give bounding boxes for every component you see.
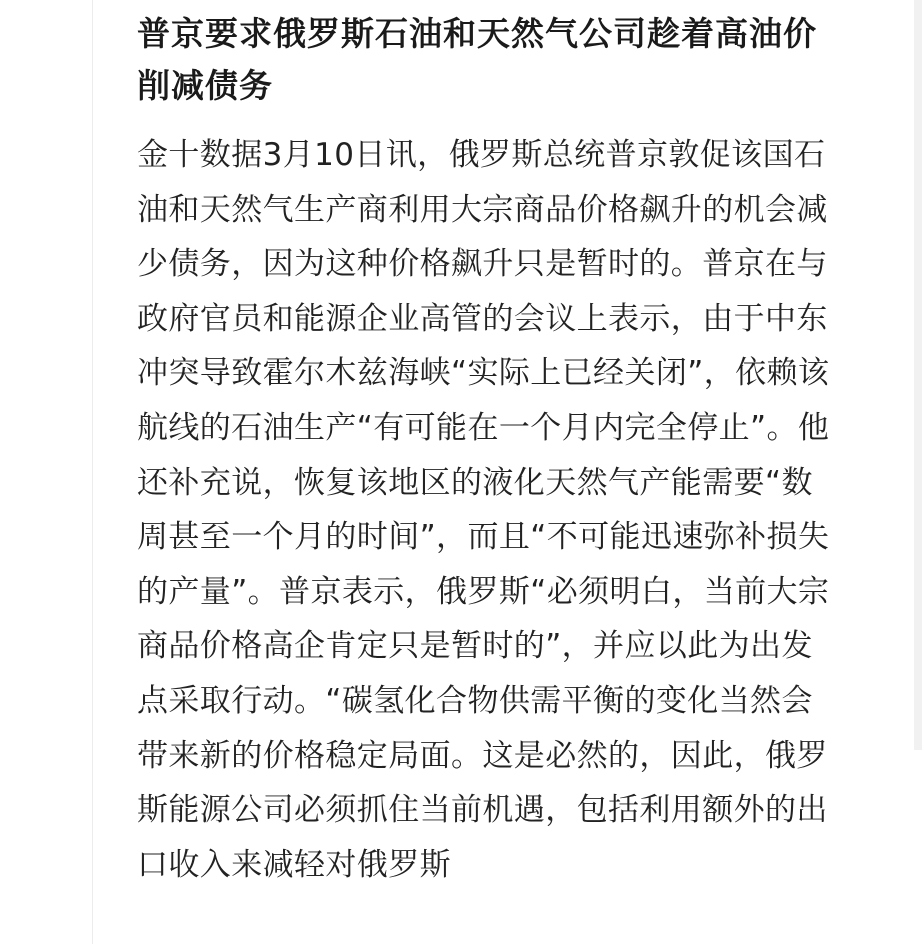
article (137, 8, 837, 892)
article-title: 普京要求俄罗斯石油和天然气公司趁着高油价削减债务 (137, 14, 817, 105)
scrollbar-track[interactable] (914, 0, 922, 750)
article-body: 金十数据3月10日讯，俄罗斯总统普京敦促该国石油和天然气生产商利用大宗商品价格飙升的机会减少债务，因为这种价格飙升只是暂时的。普京在与政府官员和能源企业高管的会议上表示，由于中东冲突导致霍尔木兹海峡“实际上已经关闭”，依赖该航线的石油生产“有可能在一个月内完全停止”。他还补充说，恢复该地区的液化天然气产能需要“数周甚至一个月的时间”，而且“不可能迅速弥补损失的产量”。普京表示，俄罗斯“必须明白，当前大宗商品价格高企肯定只是暂时的”，并应以此为出发点采取行动。“碳氢化合物供需平衡的变化当然会带来新的价格稳定局面。这是必然的，因此，俄罗斯能源公司必须抓住当前机遇，包括利用额外的出口收入来减轻对俄罗斯 (137, 137, 830, 883)
left-divider (92, 0, 93, 944)
